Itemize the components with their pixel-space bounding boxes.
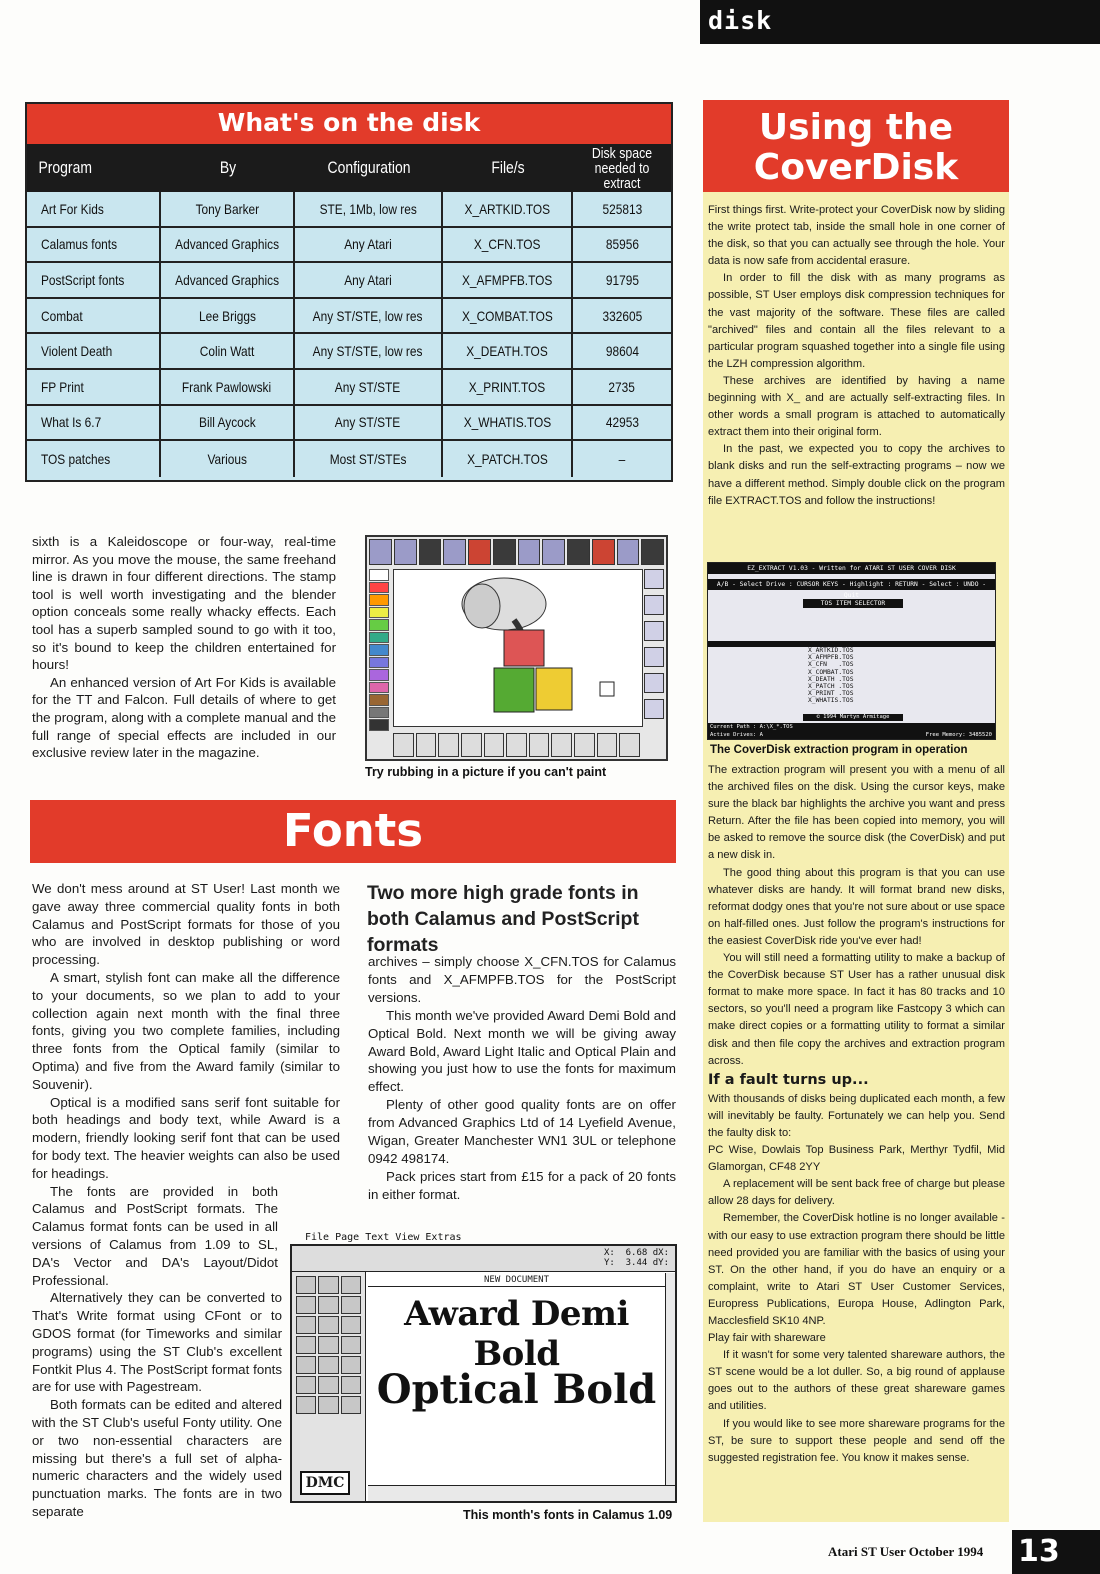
page-number [1012,1530,1100,1574]
art-canvas [393,569,643,727]
calamus-document-title: NEW DOCUMENT [368,1273,665,1287]
paragraph: Alternatively they can be converted to That's Write format using CFont or to GDOS format (for Timeworks and similar programs) using the ST Club's excellent Fontkit Plus 4. The PostScript format fonts are for use with Pagestream. [32,1290,282,1395]
table-row [27,228,671,264]
table-cell-text: What Is 6.7 [41,414,102,431]
table-row [27,370,671,406]
table-cell [573,299,671,333]
table-cell [295,334,443,368]
table-cell-text: FP Print [41,378,84,395]
table-cell-text: X_DEATH.TOS [466,343,548,360]
paragraph: sixth is a Kaleidoscope or four-way, real-time mirror. As you move the mouse, the same freehand line is drawn in four different directions. The stamp tool is well worth investigating and the blender option conceals some really whacky effects. Each tool has a superb sampled sound to go with it too, so it's bound to keep the children entertained for hours! [32,534,336,673]
paragraph: If you would like to see more shareware programs for the ST, be sure to support these people and send off the suggested registration fee. You know it makes sense. [708,1417,1005,1464]
table-cell [573,228,671,262]
table-cell-text: 85956 [605,236,639,253]
table-row [27,441,671,477]
table-cell [443,334,573,368]
table-cell-text: TOS patches [41,450,111,467]
table-cell-text: 42953 [605,414,639,431]
award-demi-bold-sample: Award Demi Bold [404,1294,629,1374]
paragraph: Both formats can be edited and altered with the ST Club's useful Fonty utility. One or two non-essential characters are missing but there's a full set of alpha-numeric characters and the widely used punctuation marks. The fonts are in two separate [32,1397,282,1519]
paragraph: A smart, stylish font can make all the difference to your documents, so we plan to add to your collection again next month with the final three fonts, giving you two complete families, including three fonts from the Optical family (similar to Optima) and five from the Award family (similar to Souvenir). [32,969,340,1092]
table-cell-text: Colin Watt [199,343,255,360]
table-cell-text: 525813 [602,200,642,217]
table-row [27,406,671,442]
table-row [27,334,671,370]
screen-memory: Free Memory: 3485520 [925,732,992,738]
calamus-tool-palette [292,1272,366,1501]
table-cell-text: Frank Pawlowski [182,378,272,395]
table-cell [295,406,443,440]
sidebar-title [703,100,1009,192]
table-cell [443,228,573,262]
section-tag: disk [700,0,1100,44]
address: PC Wise, Dowlais Top Business Park, Merthyr Tydfil, Mid Glamorgan, CF48 2YY [708,1144,1005,1174]
paragraph: We don't mess around at ST User! Last month we gave away three commercial quality fonts in both Calamus and PostScript formats for those of you who are involved in desktop publishing or word processing. [32,881,340,968]
table-cell-text: 2735 [608,378,636,395]
table-cell-text: Combat [41,307,83,324]
sidebar-main [708,762,1005,1467]
paragraph: In the past, we expected you to copy the archives to blank disks and run the self-extracting programs – now we have a different method. Simply double click on the program file EXTRACT.TOS and follow the instructions! [708,443,1005,507]
table-cell [27,334,161,368]
table-cell [161,299,295,333]
screen-drives: Active Drives: A [710,732,763,738]
table-cell [161,192,295,226]
art-caption: Try rubbing in a picture if you can't paint [365,765,607,779]
table-cell [573,370,671,404]
table-cell [295,299,443,333]
calamus-scrollbar-horizontal [368,1485,675,1501]
screen-file-list: X_ARTKID.TOS X_AFMPFB.TOS X_CFN .TOS X_COMBAT.TOS X_DEATH .TOS X_PATCH .TOS X_PRINT .TOS X_WHATIS.TOS [808,647,854,705]
shareware-heading: Play fair with shareware [708,1332,826,1345]
art-toolbar [369,539,664,565]
paragraph: If it wasn't for some very talented shareware authors, the ST scene would be a lot duller. So, a big round of applause goes out to the authors of these great shareware games and utilities. [708,1349,1005,1413]
table-cell [161,228,295,262]
paragraph: With thousands of disks being duplicated each month, a few will inevitably be faulty. Fortunately we can help you. Send the faulty disk to: [708,1092,1005,1139]
screen-help-bar: A/B - Select Drive : CURSOR KEYS - Highlight : RETURN - Select : UNDO - Quit [708,579,995,590]
table-cell [573,406,671,440]
fault-heading: If a fault turns up... [708,1071,869,1088]
table-cell-text: Art For Kids [41,200,104,217]
paragraph: In order to fill the disk with as many programs as possible, ST User employs disk compression techniques for the vast majority of the software. These files are called "archived" files and contain all the files relevant to a particular program squashed together into a single file using the LZH compression algorithm. [708,272,1005,370]
table-cell-text: Calamus fonts [41,236,118,253]
paragraph: The fonts are provided in both Calamus and PostScript formats. The Calamus format fonts can be used in all versions of Calamus from 1.09 to SL, DA's Vector and DA's Layout/Didot Professional. [32,1183,278,1288]
fonts-right-text [368,953,676,1204]
table-cell-text: X_COMBAT.TOS [461,307,553,324]
screen-item-selector: TOS ITEM SELECTOR [803,599,903,608]
table-cell [295,441,443,477]
table-cell [27,192,161,226]
table-cell [27,441,161,477]
sidebar-title-line1: Using the [758,107,954,148]
art-for-kids-screenshot [365,535,668,761]
art-side-buttons [644,569,664,731]
table-cell [27,228,161,262]
paragraph: First things first. Write-protect your CoverDisk now by sliding the write protect tab, inside the small hole in one corner of the disk, so that you can actually see through the hole. Your data is now safe from accidental erasure. [708,204,1005,268]
table-cell-text: Various [207,450,247,467]
table-cell [443,299,573,333]
screen-status-bar [708,723,995,739]
table-cell [295,263,443,297]
extract-caption: The CoverDisk extraction program in operation [710,744,968,756]
table-cell [161,406,295,440]
table-cell [161,441,295,477]
table-cell-text: Any Atari [344,271,392,288]
coverdisk-sidebar [703,100,1009,1522]
col-disk-space: Disk space needed to extract [591,144,653,192]
table-cell [295,228,443,262]
table-cell [443,192,573,226]
table-cell [573,334,671,368]
paragraph: These archives are identified by having a name beginning with X_ and are actually self-extracting files. In other words a small program is attached to automatically extract them into their original form. [708,374,1005,439]
table-cell [27,370,161,404]
table-cell-text: Bill Aycock [198,414,256,431]
table-cell-text: Most ST/STEs [329,450,407,467]
calamus-toolbar [292,1246,675,1272]
table-cell-text: X_PRINT.TOS [468,378,546,395]
table-cell [443,406,573,440]
table-cell-text: X_ARTKID.TOS [464,200,550,217]
paragraph: Remember, the CoverDisk hotline is no longer available - with our easy to use extraction program there should be little need provided you are familiar with the basics of using your ST. On the other hand, if you do have an enquiry or a complaint, write to Atari ST User Customer Services, Europress Publications, Europa House, Adlington Park, Macclesfield SK10 4NP. [708,1212,1005,1327]
col-files: File/s [491,158,525,177]
table-cell-text: Violent Death [41,343,113,360]
sidebar-title-line2: CoverDisk [753,147,959,188]
paragraph: The extraction program will present you with a menu of all the archived files on the disk. Using the cursor keys, make sure the black bar highlights the archive you want and press Return. After the file has been copied into memory, you will be asked to remove the source disk (the CoverDisk) and put a new disk in. [708,764,1005,862]
calamus-screenshot [290,1244,677,1503]
screen-copyright: © 1994 Martyn Armitage [803,714,903,721]
paragraph: Optical is a modified sans serif font suitable for both headings and body text, while Award is a modern, friendly looking serif font that can be used for body text. The heavier weights can also be used for headings. [32,1094,340,1181]
art-palette [369,569,389,731]
fonts-banner: Fonts [30,800,676,863]
calamus-page [368,1288,665,1485]
paragraph: A replacement will be sent back free of charge but please allow 28 days for delivery. [708,1178,1005,1208]
calamus-caption: This month's fonts in Calamus 1.09 [463,1508,673,1522]
table-row [27,192,671,228]
table-cell-text: Lee Briggs [198,307,256,324]
table-cell [161,370,295,404]
table-cell [573,263,671,297]
disk-table-title: What's on the disk [27,104,671,144]
table-cell-text: Any ST/STE [335,378,401,395]
page-number-text: 13 [1018,1534,1060,1569]
table-row [27,263,671,299]
paragraph: This month we've provided Award Demi Bold and Optical Bold. Next month we will be giving away Award Bold, Award Light Italic and Optical Plain and showing you just how to use the fonts for maximum effect. [368,1007,676,1095]
table-cell-text: PostScript fonts [41,271,125,288]
table-cell [161,263,295,297]
paragraph: Plenty of other good quality fonts are on offer from Advanced Graphics Ltd of 14 Lyefield Avenue, Wigan, Greater Manchester WN1 3UL or telephone 0942 498174. [368,1097,676,1166]
table-cell-text: Any ST/STE, low res [313,307,423,324]
col-configuration: Configuration [327,158,411,177]
paragraph: archives – simply choose X_CFN.TOS for Calamus fonts and X_AFMPFB.TOS for the PostScript versions. [368,954,676,1005]
paragraph: An enhanced version of Art For Kids is available for the TT and Falcon. Full details of where to get the program, along with a complete manual and the full range of special effects are included in our exclusive review later in the magazine. [32,674,336,761]
disk-table-body [27,192,671,477]
table-cell-text: 98604 [605,343,639,360]
table-cell-text: Any ST/STE, low res [313,343,423,360]
table-cell-text: X_CFN.TOS [473,236,541,253]
table-cell-text: 332605 [602,307,642,324]
table-row [27,299,671,335]
table-cell [443,263,573,297]
disk-table [25,102,673,482]
art-bottom-tools [393,733,640,757]
table-cell-text: 91795 [605,271,639,288]
art-text [32,533,336,762]
fonts-subheading: Two more high grade fonts in both Calamus and PostScript formats [367,882,639,956]
table-cell-text: Any Atari [344,236,392,253]
table-cell [27,299,161,333]
paragraph: You will still need a formatting utility to make a backup of the CoverDisk because ST User has a rather unusual disk format to make more space. In fact it has 80 tracks and 10 sectors, so you'll need a program like Fastcopy 3 which can make direct copies or a formatting utility to format a similar disk and then file copy the archives and extraction program across. [708,952,1005,1067]
extract-program-screenshot [707,562,996,740]
optical-bold-sample: Optical Bold [376,1366,657,1413]
calamus-menu-bar: File Page Text View Extras [305,1232,462,1243]
table-cell-text: X_AFMPFB.TOS [461,271,553,288]
table-cell-text: STE, 1Mb, low res [319,200,417,217]
table-cell [295,370,443,404]
calamus-coordinates: X: 6.68 dX: Y: 3.44 dY: [603,1248,669,1268]
dmc-logo: DMC [300,1471,350,1495]
table-cell [27,263,161,297]
col-by: By [219,158,237,177]
table-cell-text: Any ST/STE [335,414,401,431]
table-cell [27,406,161,440]
table-cell-text: Tony Barker [195,200,259,217]
calamus-scrollbar-vertical [665,1273,675,1485]
page-footer: Atari ST User October 1994 [828,1544,984,1559]
col-program: Program [38,158,92,177]
paragraph: The good thing about this program is that you can use whatever disks are handy. It will format brand new disks, reformat dodgy ones that you're not sure about or use space on half-filled ones. Just follow the program's instructions for the easiest CoverDisk ride you've ever had! [708,866,1005,947]
table-cell-text: Advanced Graphics [175,236,279,253]
elephant-blocks-picture [394,570,642,726]
table-cell-text: X_WHATIS.TOS [463,414,551,431]
table-cell [573,192,671,226]
sidebar-intro [708,202,1005,510]
screen-path: Current Path : A:\X_*.TOS [710,724,793,730]
table-cell [295,192,443,226]
paragraph: Pack prices start from £15 for a pack of 20 fonts in either format. [368,1168,676,1202]
table-cell-text: – [618,450,626,467]
table-cell [443,441,573,477]
table-cell [573,441,671,477]
screen-title-bar: EZ_EXTRACT V1.03 - Written for ATARI ST USER COVER DISK [708,563,995,574]
table-cell [161,334,295,368]
disk-table-header [27,144,671,192]
table-cell-text: Advanced Graphics [175,271,279,288]
table-cell [443,370,573,404]
table-cell-text: X_PATCH.TOS [466,450,548,467]
